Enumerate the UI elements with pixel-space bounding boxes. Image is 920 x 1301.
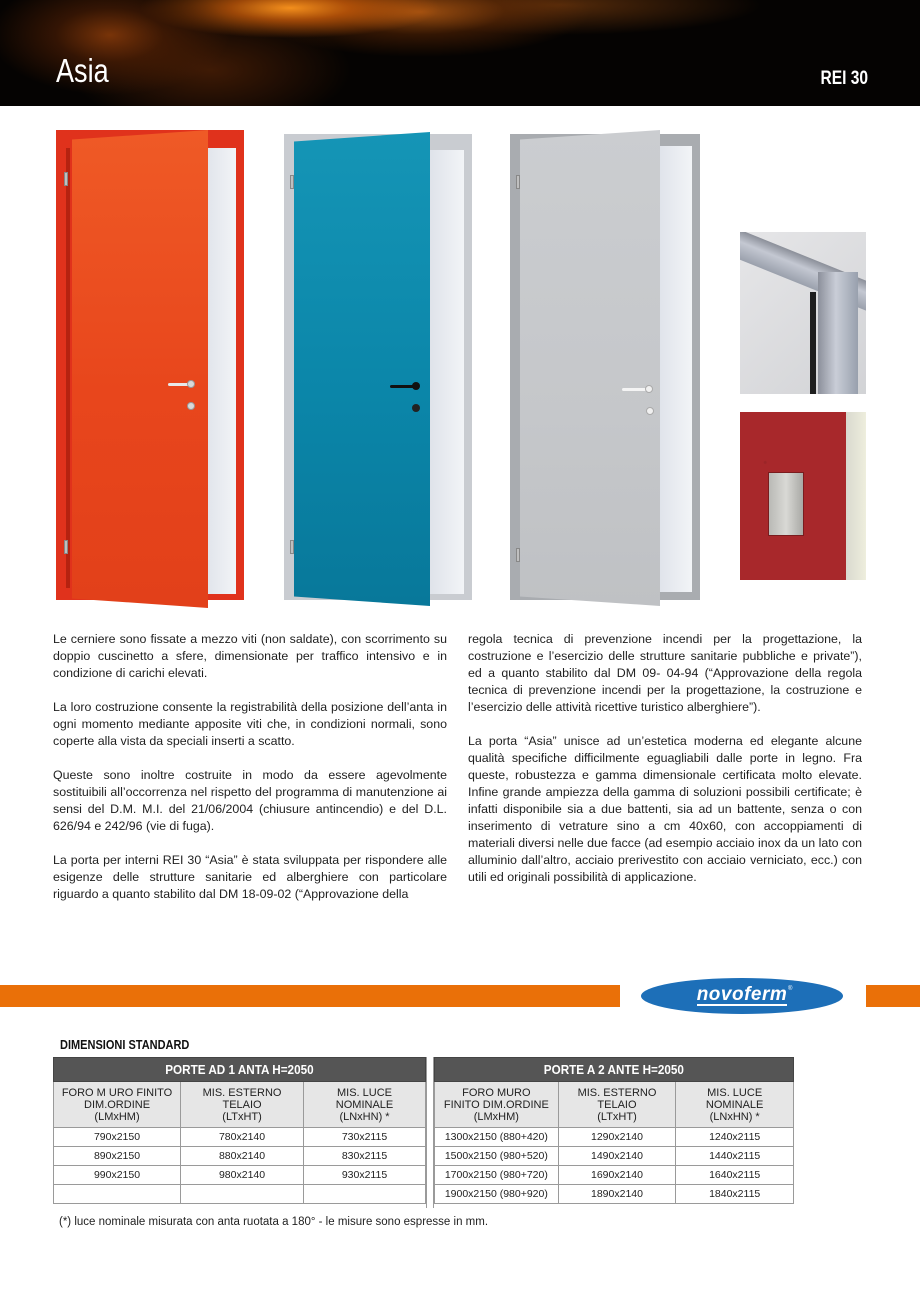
handle-rose — [645, 385, 653, 393]
table-cell: 890x2150 — [54, 1147, 181, 1166]
door-opening — [658, 146, 692, 592]
door-leaf — [72, 130, 208, 608]
orange-door-image — [56, 130, 246, 608]
table-cell — [54, 1185, 181, 1204]
table-cell: 980x2140 — [181, 1166, 304, 1185]
hinge-icon — [516, 175, 520, 189]
orange-divider-band — [0, 985, 620, 1007]
keyhole-icon — [646, 407, 654, 415]
door-opening — [430, 150, 464, 594]
grey-door-image — [510, 130, 700, 608]
column-header: FORO M URO FINITO DIM.ORDINE (LMxHM) — [54, 1082, 181, 1128]
table-row — [435, 1166, 794, 1185]
table-cell: 1700x2150 (980+720) — [435, 1166, 559, 1185]
column-header: FORO MURO FINITO DIM.ORDINE (LMxHM) — [435, 1082, 559, 1128]
door-edge — [846, 412, 866, 580]
door-leaf — [520, 130, 660, 606]
paragraph-hinges: Le cerniere sono fissate a mezzo viti (non saldate), con scorrimento su doppio cuscinetto a sfere, dimensionate per traffico intensivo e in condizione di carichi elevati. — [53, 632, 447, 680]
frame-side-profile — [818, 272, 858, 394]
table-row — [435, 1185, 794, 1204]
column-header: MIS. LUCE NOMINALE (LNxHN) * — [304, 1082, 426, 1128]
fire-rating-label: REI 30 — [820, 68, 868, 89]
table-footnote: (*) luce nominale misurata con anta ruotata a 180° - le misure sono espresse in mm. — [59, 1216, 489, 1228]
keyhole-icon — [187, 402, 195, 410]
hinge-icon — [64, 540, 68, 554]
table-cell: 1640x2115 — [676, 1166, 794, 1185]
vision-panel-detail-image — [740, 412, 866, 580]
frame-gap — [810, 292, 816, 394]
table-cell — [181, 1185, 304, 1204]
door-frame-inner — [66, 148, 70, 588]
column-header: MIS. ESTERNO TELAIO (LTxHT) — [558, 1082, 676, 1128]
door-leaf — [294, 132, 430, 606]
door-opening — [204, 148, 236, 594]
table-row — [54, 1185, 426, 1204]
table-cell: 1500x2150 (980+520) — [435, 1147, 559, 1166]
paragraph-adjustment: La loro costruzione consente la registrabilità della posizione dell’anta in ogni momento mediante apposite viti che, in condizioni normali, sono coperte alla vista da speciali inserti a scatto. — [53, 700, 447, 748]
orange-divider-band-right — [866, 985, 920, 1007]
page-title: Asia — [56, 52, 109, 89]
table-title: DIMENSIONI STANDARD — [60, 1038, 190, 1052]
paragraph-features: La porta “Asia” unisce ad un’estetica moderna ed elegante alcune qualità specifiche difficilmente eguagliabili dalle porte in legno. Fra queste, robustezza e gamma dimensionale certificata molto elevate. Infine grande ampiezza della gamma di soluzioni possibili certificate; è infatti disponibile sia a due battenti, sia ad un battente, senza o con inserimento di vetrature sino a cm 40x60, con accoppiamenti di materiali diversi nelle due facce (ad esempio acciaio inox da un lato con alluminio dall’altro, acciaio prerivestito con acciaio verniciato, ecc.) con utili ed originali possibilità di applicazione. — [468, 734, 862, 884]
novoferm-logo — [641, 978, 843, 1014]
hinge-icon — [516, 548, 520, 562]
glass-panel — [768, 472, 804, 536]
table-cell: 1290x2140 — [558, 1128, 676, 1147]
keyhole-icon — [412, 404, 420, 412]
table-cell: 730x2115 — [304, 1128, 426, 1147]
table-cell: 1490x2140 — [558, 1147, 676, 1166]
table-cell: 990x2150 — [54, 1166, 181, 1185]
table-cell: 780x2140 — [181, 1128, 304, 1147]
table-group-header: PORTE AD 1 ANTA H=2050 — [54, 1058, 426, 1082]
table-row — [54, 1166, 426, 1185]
double-leaf-dimensions-table — [434, 1057, 794, 1204]
logo-wordmark: novoferm — [696, 984, 788, 1005]
hinge-icon — [290, 175, 294, 189]
table-cell — [304, 1185, 426, 1204]
column-header: MIS. ESTERNO TELAIO (LTxHT) — [181, 1082, 304, 1128]
table-cell: 1240x2115 — [676, 1128, 794, 1147]
registered-mark-icon: ® — [788, 986, 793, 992]
table-cell: 1900x2150 (980+920) — [435, 1185, 559, 1204]
handle-rose — [412, 382, 420, 390]
table-cell: 1840x2115 — [676, 1185, 794, 1204]
hinge-icon — [64, 172, 68, 186]
table-cell: 1890x2140 — [558, 1185, 676, 1204]
table-row — [435, 1147, 794, 1166]
table-cell: 1690x2140 — [558, 1166, 676, 1185]
table-row — [54, 1128, 426, 1147]
table-cell: 830x2115 — [304, 1147, 426, 1166]
table-cell: 880x2140 — [181, 1147, 304, 1166]
table-row — [435, 1128, 794, 1147]
frame-profile-detail-image — [740, 232, 866, 394]
body-text-left-column — [53, 631, 447, 920]
column-header: MIS. LUCE NOMINALE (LNxHN) * — [676, 1082, 794, 1128]
paragraph-maintenance: Queste sono inoltre costruite in modo da essere agevolmente sostituibili all’occorrenza nel rispetto del programma di manutenzione ai sensi del D.M. M.I. del 21/06/2004 (chiusure antincendio) e del D.L. 626/94 e 242/96 (vie di fuga). — [53, 768, 447, 833]
single-leaf-dimensions-table — [53, 1057, 426, 1204]
blue-door-image — [284, 130, 474, 608]
paragraph-regulations: regola tecnica di prevenzione incendi per la progettazione, la costruzione e l’esercizio delle strutture sanitarie pubbliche e private”), ed a quanto stabilito dal DM 09- 04-94 (“Approvazione della regola tecnica di prevenzione incendi per la progettazione, la costruzione e l’esercizio delle attività ricettive turistico alberghiere”). — [468, 632, 862, 714]
body-text-right-column — [468, 631, 862, 903]
table-cell: 930x2115 — [304, 1166, 426, 1185]
paragraph-intro-rei30: La porta per interni REI 30 “Asia” è stata sviluppata per rispondere alle esigenze delle strutture sanitarie ed alberghiere con particolare riguardo a quanto stabilito dal DM 18-09-02 (“Approvazione della — [53, 853, 447, 901]
header-banner — [0, 0, 920, 106]
hinge-icon — [290, 540, 294, 554]
table-cell: 1300x2150 (880+420) — [435, 1128, 559, 1147]
table-group-header: PORTE A 2 ANTE H=2050 — [435, 1058, 794, 1082]
table-cell: 790x2150 — [54, 1128, 181, 1147]
table-cell: 1440x2115 — [676, 1147, 794, 1166]
handle-rose — [187, 380, 195, 388]
table-separator — [426, 1057, 434, 1208]
table-row — [54, 1147, 426, 1166]
